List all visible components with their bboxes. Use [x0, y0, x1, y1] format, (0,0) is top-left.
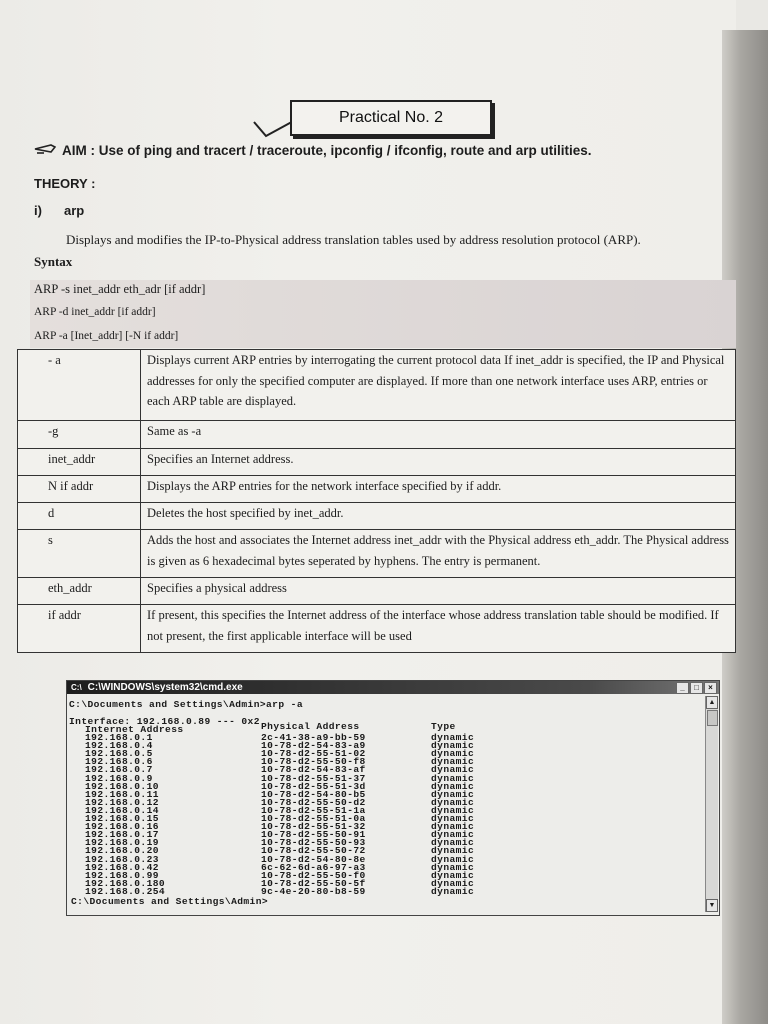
syntax-line: ARP -a [Inet_addr] [-N if addr]: [34, 330, 179, 342]
cmd-title-bar: [67, 681, 719, 694]
col-header-type: Type: [431, 721, 456, 732]
entry-type: dynamic: [431, 821, 475, 833]
option-name: d: [18, 503, 141, 530]
entry-type: dynamic: [431, 804, 475, 816]
cmd-scrollbar[interactable]: [705, 696, 718, 912]
entry-mac: 10-78-d2-55-51-37: [261, 772, 366, 784]
entry-type: dynamic: [431, 764, 475, 776]
entry-type: dynamic: [431, 780, 475, 792]
entry-mac: 10-78-d2-54-83-a9: [261, 740, 366, 752]
entry-type: dynamic: [431, 813, 475, 824]
entry-type: dynamic: [431, 788, 475, 800]
maximize-button[interactable]: □: [690, 682, 703, 694]
entry-ip: 192.168.0.11: [85, 788, 159, 800]
command-line: C:\Documents and Settings\Admin>arp -a: [69, 699, 303, 710]
entry-mac: 10-78-d2-55-51-0a: [261, 813, 366, 824]
practical-title-box: [290, 100, 492, 136]
col-header-internet: Internet Address: [85, 724, 184, 735]
entry-ip: 192.168.0.20: [85, 845, 159, 857]
page-title: Practical No. 2: [338, 109, 444, 126]
entry-ip: 192.168.0.42: [85, 861, 159, 873]
close-button[interactable]: ×: [704, 682, 717, 694]
prompt-line: C:\Documents and Settings\Admin>: [71, 896, 269, 907]
entry-type: dynamic: [431, 853, 475, 865]
option-description: Specifies an Internet address.: [141, 449, 736, 476]
pencil-icon: [34, 143, 56, 155]
entry-type: dynamic: [431, 756, 475, 768]
option-description: Specifies a physical address: [141, 578, 736, 605]
entry-ip: 192.168.0.4: [85, 740, 153, 752]
option-name: s: [18, 530, 141, 578]
entry-mac: 9c-4e-20-80-b8-59: [261, 885, 366, 897]
entry-mac: 10-78-d2-55-50-f0: [261, 869, 366, 881]
entry-ip: 192.168.0.10: [85, 780, 159, 792]
option-name: if addr: [18, 605, 141, 653]
entry-ip: 192.168.0.15: [85, 813, 159, 824]
entry-mac: 2c-41-38-a9-bb-59: [261, 732, 366, 743]
entry-ip: 192.168.0.5: [85, 748, 153, 760]
scroll-thumb[interactable]: [707, 710, 718, 726]
minimize-button[interactable]: _: [676, 682, 689, 694]
option-description: Deletes the host specified by inet_addr.: [141, 503, 736, 530]
entry-type: dynamic: [431, 869, 475, 881]
table-row: [18, 578, 736, 605]
option-name: eth_addr: [18, 578, 141, 605]
entry-type: dynamic: [431, 796, 475, 808]
option-description: If present, this specifies the Internet address of the interface whose address translation table should be modified. If not present, the first applicable interface will be used: [141, 605, 736, 653]
syntax-line: ARP -d inet_addr [if addr]: [34, 306, 156, 318]
section-name: arp: [64, 203, 85, 218]
entry-type: dynamic: [431, 748, 475, 760]
aim-line: [34, 143, 694, 158]
arp-description: Displays and modifies the IP-to-Physical address translation tables used by address resolution protocol (ARP).: [66, 232, 641, 247]
entry-mac: 10-78-d2-55-51-02: [261, 748, 366, 760]
option-description: Displays the ARP entries for the network interface specified by if addr.: [141, 476, 736, 503]
aim-text: AIM : Use of ping and tracert / traceroute, ipconfig / ifconfig, route and arp utilities.: [62, 143, 592, 158]
entry-mac: 10-78-d2-55-51-1a: [261, 804, 366, 816]
option-name: -g: [18, 421, 141, 449]
entry-ip: 192.168.0.16: [85, 821, 159, 833]
entry-ip: 192.168.0.6: [85, 756, 153, 768]
option-name: inet_addr: [18, 449, 141, 476]
interface-line: Interface: 192.168.0.89 --- 0x2: [69, 716, 260, 727]
table-row: [18, 449, 736, 476]
entry-type: dynamic: [431, 861, 475, 873]
entry-ip: 192.168.0.7: [85, 764, 153, 776]
entry-type: dynamic: [431, 877, 475, 889]
option-name: - a: [18, 350, 141, 421]
entry-type: dynamic: [431, 845, 475, 857]
entry-mac: 10-78-d2-55-50-72: [261, 845, 366, 857]
theory-heading: THEORY :: [34, 176, 96, 191]
syntax-heading: Syntax: [34, 254, 73, 269]
option-description: Adds the host and associates the Internet address inet_addr with the Physical address eth_addr. The Physical address is given as 6 hexadecimal bytes seperated by hyphens. The entry is permanent.: [141, 530, 736, 578]
table-row: [18, 476, 736, 503]
section-number: i): [34, 203, 42, 218]
entry-ip: 192.168.0.180: [85, 877, 166, 889]
scroll-up-icon[interactable]: ▲: [706, 696, 718, 709]
table-row: [18, 421, 736, 449]
entry-mac: 10-78-d2-55-50-f8: [261, 756, 366, 768]
options-table: [17, 349, 736, 653]
entry-ip: 192.168.0.9: [85, 772, 153, 784]
entry-mac: 10-78-d2-55-51-32: [261, 821, 366, 833]
entry-ip: 192.168.0.19: [85, 837, 159, 849]
cmd-window-title: C:\WINDOWS\system32\cmd.exe: [87, 682, 243, 693]
cmd-icon: C:\: [71, 683, 82, 692]
col-header-physical: Physical Address: [261, 721, 360, 732]
entry-type: dynamic: [431, 732, 475, 743]
entry-ip: 192.168.0.14: [85, 804, 159, 816]
entry-mac: 10-78-d2-55-50-d2: [261, 796, 366, 808]
entry-ip: 192.168.0.1: [85, 732, 153, 743]
option-description: Same as -a: [141, 421, 736, 449]
entry-ip: 192.168.0.254: [85, 885, 166, 897]
cmd-window: [66, 680, 720, 916]
entry-mac: 10-78-d2-55-50-91: [261, 829, 366, 841]
entry-mac: 10-78-d2-54-83-af: [261, 764, 366, 776]
entry-type: dynamic: [431, 772, 475, 784]
table-row: [18, 503, 736, 530]
entry-ip: 192.168.0.17: [85, 829, 159, 841]
entry-mac: 10-78-d2-54-80-8e: [261, 853, 366, 865]
syntax-line: ARP -s inet_addr eth_adr [if addr]: [34, 282, 206, 296]
table-row: [18, 530, 736, 578]
entry-ip: 192.168.0.23: [85, 853, 159, 865]
entry-ip: 192.168.0.99: [85, 869, 159, 881]
entry-type: dynamic: [431, 829, 475, 841]
entry-type: dynamic: [431, 740, 475, 752]
entry-mac: 10-78-d2-55-50-5f: [261, 877, 366, 889]
entry-mac: 10-78-d2-54-80-b5: [261, 788, 366, 800]
entry-type: dynamic: [431, 885, 475, 897]
entry-type: dynamic: [431, 837, 475, 849]
section-heading: [34, 203, 84, 218]
option-description: Displays current ARP entries by interrogating the current protocol data If inet_addr is specified, the IP and Physical addresses for only the specified computer are displayed. If more than one network interface uses ARP, entries or each ARP table are displayed.: [141, 350, 736, 421]
cmd-output: [69, 696, 701, 912]
table-row: [18, 350, 736, 421]
scroll-down-icon[interactable]: ▼: [706, 899, 718, 912]
entry-mac: 10-78-d2-55-51-3d: [261, 780, 366, 792]
window-controls: [676, 682, 717, 694]
entry-mac: 10-78-d2-55-50-93: [261, 837, 366, 849]
entry-mac: 6c-62-6d-a6-97-a3: [261, 861, 366, 873]
entry-ip: 192.168.0.12: [85, 796, 159, 808]
table-row: [18, 605, 736, 653]
option-name: N if addr: [18, 476, 141, 503]
